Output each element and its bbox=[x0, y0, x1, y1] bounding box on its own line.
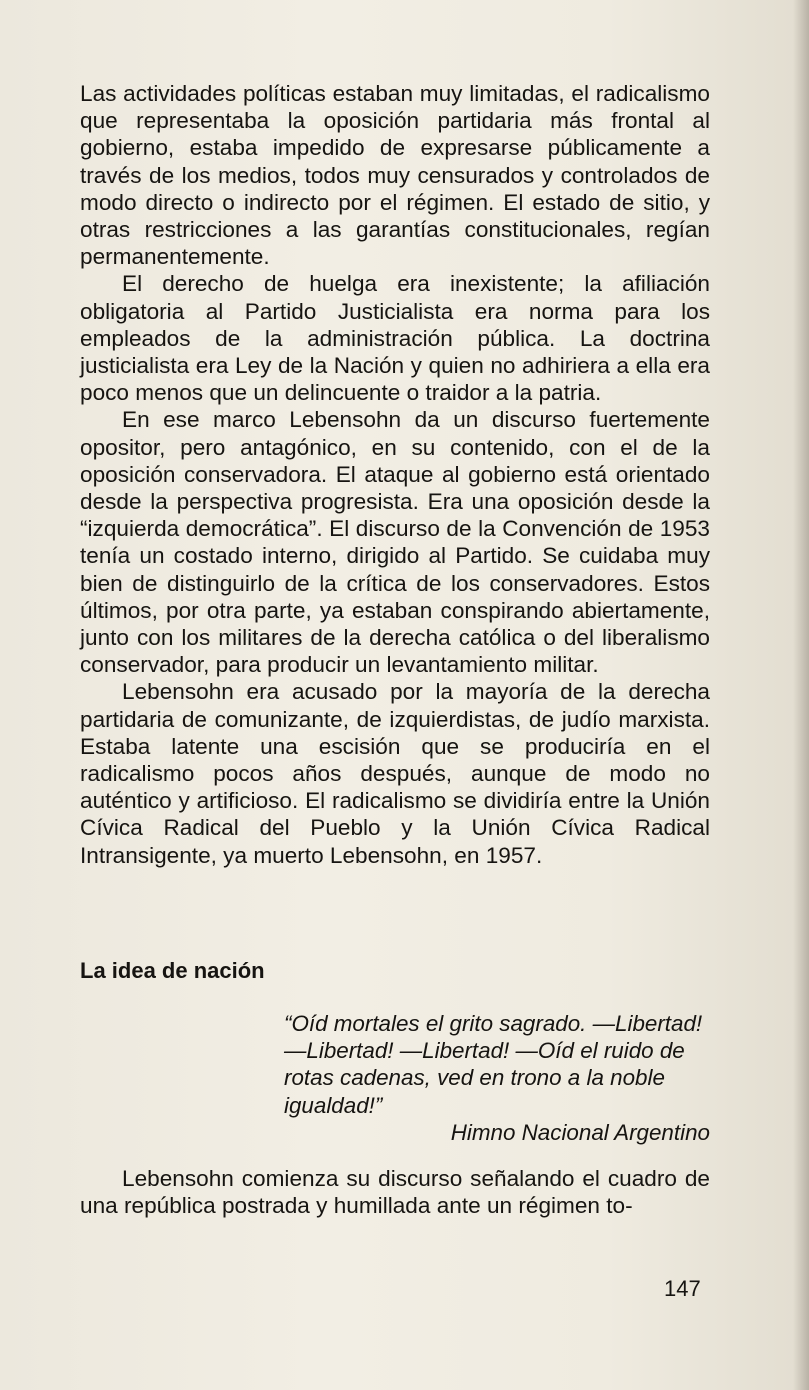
paragraph: El derecho de huelga era inexistente; la afiliación obligatoria al Partido Justicialista era norma para los empleados de la administración pública. La doctrina justicialista era Ley de la Nación y quien no adhiriera a ella era poco menos que un delincuente o traidor a la patria. bbox=[80, 271, 710, 406]
epigraph bbox=[284, 1010, 710, 1146]
closing-text bbox=[80, 1165, 710, 1219]
epigraph-quote: “Oíd mortales el grito sagrado. —Libertad! —Libertad! —Libertad! —Oíd el ruido de rotas cadenas, ved en trono a la noble igualdad!” bbox=[284, 1011, 703, 1118]
paragraph: En ese marco Lebensohn da un discurso fuertemente opositor, pero antagónico, en su contenido, con el de la oposición conservadora. El ataque al gobierno está orientado desde la perspectiva progresista. Era una oposición desde la “izquierda democrática”. El discurso de la Convención de 1953 tenía un costado interno, dirigido al Partido. Se cuidaba muy bien de distinguirlo de la crítica de los conservadores. Estos últimos, por otra parte, ya estaban conspirando abiertamente, junto con los militares de la derecha católica o del liberalismo conservador, para producir un levantamiento militar. bbox=[80, 407, 710, 678]
paragraph: Las actividades políticas estaban muy limitadas, el radicalismo que representaba la oposición partidaria más frontal al gobierno, estaba impedido de expresarse públicamente a través de los medios, todos muy censurados y controlados de modo directo o indirecto por el régimen. El estado de sitio, y otras restricciones a las garantías constitucionales, regían permanentemente. bbox=[80, 81, 710, 270]
paragraph: Lebensohn comienza su discurso señalando el cuadro de una república postrada y humillada ante un régimen to- bbox=[80, 1166, 710, 1219]
page-number: 147 bbox=[664, 1276, 701, 1301]
epigraph-source: Himno Nacional Argentino bbox=[450, 1119, 710, 1145]
body-text bbox=[80, 80, 710, 869]
paragraph: Lebensohn era acusado por la mayoría de la derecha partidaria de comunizante, de izquierdistas, de judío marxista. Estaba latente una escisión que se produciría en el radicalismo pocos años después, aunque de modo no auténtico y artificioso. El radicalismo se dividiría entre la Unión Cívica Radical del Pueblo y la Unión Cívica Radical Intransigente, ya muerto Lebensohn, en 1957. bbox=[80, 679, 710, 868]
page-edge-shadow bbox=[793, 0, 809, 1390]
section-heading: La idea de nación bbox=[80, 958, 265, 983]
